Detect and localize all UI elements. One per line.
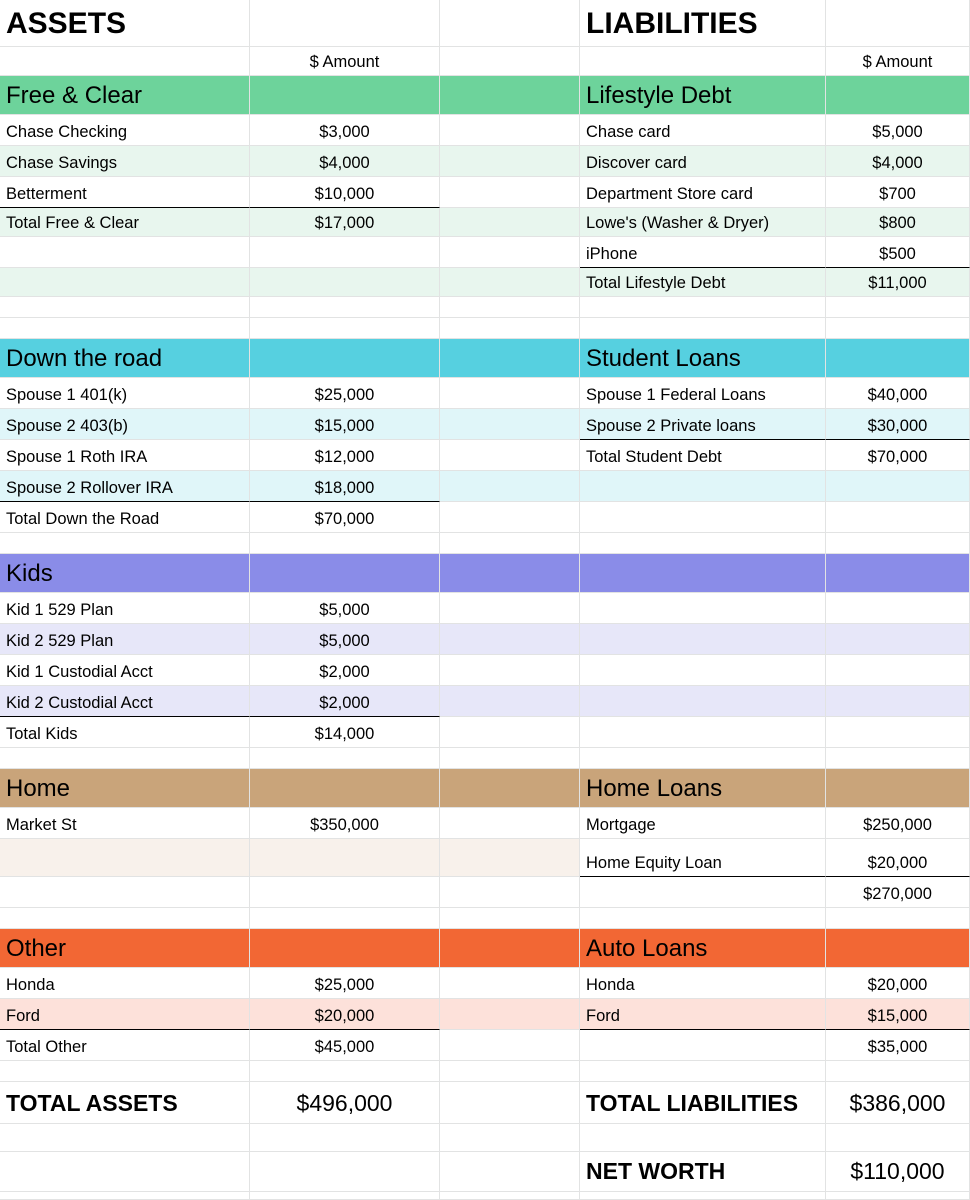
cell-liability-label[interactable] <box>580 624 826 655</box>
cell-asset-amount[interactable]: $15,000 <box>250 409 440 440</box>
cell-spacer[interactable] <box>440 1082 580 1124</box>
cell-asset-label[interactable]: Kids <box>0 554 250 593</box>
sheet-row <box>0 146 970 177</box>
cell-liability-label[interactable] <box>580 748 826 769</box>
cell-liability-label[interactable] <box>580 877 826 908</box>
sheet-row <box>0 554 970 593</box>
cell-liability-label[interactable]: NET WORTH <box>580 1152 826 1192</box>
cell-asset-label[interactable]: Spouse 2 403(b) <box>0 409 250 440</box>
sheet-row <box>0 808 970 839</box>
cell-liability-amount[interactable] <box>826 1192 970 1200</box>
cell-asset-amount[interactable] <box>250 318 440 339</box>
cell-liability-label[interactable] <box>580 1030 826 1061</box>
cell-asset-label[interactable]: Total Free & Clear <box>0 208 250 237</box>
cell-liability-amount[interactable]: $4,000 <box>826 146 970 177</box>
cell-spacer[interactable] <box>440 908 580 929</box>
cell-asset-label[interactable]: TOTAL ASSETS <box>0 1082 250 1124</box>
cell-spacer[interactable] <box>440 1152 580 1192</box>
sheet-row <box>0 339 970 378</box>
cell-asset-label[interactable] <box>0 839 250 877</box>
cell-spacer[interactable] <box>440 999 580 1030</box>
cell-asset-amount[interactable] <box>250 908 440 929</box>
sheet-row <box>0 748 970 769</box>
cell-asset-amount[interactable] <box>250 748 440 769</box>
cell-spacer[interactable] <box>440 318 580 339</box>
cell-liability-amount[interactable] <box>826 624 970 655</box>
cell-asset-amount[interactable] <box>250 769 440 808</box>
cell-asset-amount[interactable]: $5,000 <box>250 593 440 624</box>
cell-liability-label[interactable]: Spouse 2 Private loans <box>580 409 826 440</box>
cell-spacer[interactable] <box>440 268 580 297</box>
cell-liability-amount[interactable]: $110,000 <box>826 1152 970 1192</box>
cell-spacer[interactable] <box>440 968 580 999</box>
cell-liability-amount[interactable]: $30,000 <box>826 409 970 440</box>
sheet-row <box>0 502 970 533</box>
cell-spacer[interactable] <box>440 717 580 748</box>
cell-liability-label[interactable] <box>580 47 826 76</box>
cell-liability-label[interactable] <box>580 502 826 533</box>
cell-asset-amount[interactable]: $10,000 <box>250 177 440 208</box>
sheet-row <box>0 929 970 968</box>
cell-spacer[interactable] <box>440 624 580 655</box>
cell-liability-amount[interactable]: $11,000 <box>826 268 970 297</box>
cell-asset-amount[interactable] <box>250 877 440 908</box>
sheet-row <box>0 297 970 318</box>
cell-asset-label[interactable]: Total Other <box>0 1030 250 1061</box>
cell-asset-amount[interactable]: $12,000 <box>250 440 440 471</box>
cell-asset-label[interactable] <box>0 47 250 76</box>
sheet-row <box>0 686 970 717</box>
cell-asset-amount[interactable] <box>250 929 440 968</box>
cell-spacer[interactable] <box>440 76 580 115</box>
cell-liability-label[interactable] <box>580 655 826 686</box>
sheet-row <box>0 624 970 655</box>
sheet-row <box>0 1082 970 1124</box>
cell-spacer[interactable] <box>440 533 580 554</box>
cell-spacer[interactable] <box>440 237 580 268</box>
cell-asset-label[interactable]: ASSETS <box>0 0 250 47</box>
cell-asset-label[interactable] <box>0 877 250 908</box>
sheet-row <box>0 471 970 502</box>
sheet-row <box>0 1030 970 1061</box>
cell-liability-amount[interactable] <box>826 686 970 717</box>
cell-asset-label[interactable] <box>0 533 250 554</box>
sheet-row <box>0 115 970 146</box>
cell-spacer[interactable] <box>440 115 580 146</box>
cell-liability-label[interactable]: Discover card <box>580 146 826 177</box>
cell-liability-label[interactable] <box>580 471 826 502</box>
cell-liability-label[interactable] <box>580 717 826 748</box>
cell-liability-label[interactable]: Ford <box>580 999 826 1030</box>
cell-asset-label[interactable]: Home <box>0 769 250 808</box>
cell-liability-label[interactable] <box>580 533 826 554</box>
cell-asset-label[interactable] <box>0 1152 250 1192</box>
cell-spacer[interactable] <box>440 177 580 208</box>
cell-asset-amount[interactable] <box>250 268 440 297</box>
cell-asset-label[interactable]: Total Kids <box>0 717 250 748</box>
cell-liability-amount[interactable]: $ Amount <box>826 47 970 76</box>
cell-liability-amount[interactable]: $500 <box>826 237 970 268</box>
cell-asset-amount[interactable]: $496,000 <box>250 1082 440 1124</box>
cell-spacer[interactable] <box>440 655 580 686</box>
cell-spacer[interactable] <box>440 208 580 237</box>
cell-liability-label[interactable]: Chase card <box>580 115 826 146</box>
sheet-row <box>0 177 970 208</box>
cell-liability-amount[interactable] <box>826 554 970 593</box>
cell-liability-label[interactable]: Auto Loans <box>580 929 826 968</box>
cell-liability-amount[interactable]: $20,000 <box>826 968 970 999</box>
sheet-row <box>0 1061 970 1082</box>
cell-liability-amount[interactable]: $15,000 <box>826 999 970 1030</box>
cell-spacer[interactable] <box>440 1061 580 1082</box>
cell-liability-label[interactable] <box>580 1061 826 1082</box>
cell-spacer[interactable] <box>440 1124 580 1152</box>
sheet-row <box>0 1192 970 1200</box>
cell-spacer[interactable] <box>440 339 580 378</box>
sheet-row <box>0 593 970 624</box>
sheet-row <box>0 533 970 554</box>
cell-liability-label[interactable] <box>580 318 826 339</box>
cell-spacer[interactable] <box>440 808 580 839</box>
cell-asset-label[interactable]: Spouse 1 Roth IRA <box>0 440 250 471</box>
cell-asset-amount[interactable]: $25,000 <box>250 968 440 999</box>
sheet-row <box>0 318 970 339</box>
cell-asset-label[interactable] <box>0 1124 250 1152</box>
cell-asset-amount[interactable]: $3,000 <box>250 115 440 146</box>
cell-asset-amount[interactable]: $25,000 <box>250 378 440 409</box>
cell-spacer[interactable] <box>440 769 580 808</box>
cell-liability-amount[interactable] <box>826 76 970 115</box>
cell-liability-amount[interactable] <box>826 0 970 47</box>
cell-asset-label[interactable] <box>0 237 250 268</box>
sheet-row <box>0 769 970 808</box>
cell-liability-label[interactable] <box>580 908 826 929</box>
cell-liability-amount[interactable]: $40,000 <box>826 378 970 409</box>
cell-liability-amount[interactable]: $5,000 <box>826 115 970 146</box>
cell-asset-label[interactable]: Chase Checking <box>0 115 250 146</box>
cell-asset-amount[interactable] <box>250 1152 440 1192</box>
cell-asset-label[interactable] <box>0 1192 250 1200</box>
cell-spacer[interactable] <box>440 297 580 318</box>
cell-asset-label[interactable] <box>0 318 250 339</box>
sheet-row <box>0 839 970 877</box>
cell-asset-amount[interactable] <box>250 0 440 47</box>
cell-asset-label[interactable] <box>0 1061 250 1082</box>
cell-asset-label[interactable]: Chase Savings <box>0 146 250 177</box>
cell-asset-label[interactable]: Total Down the Road <box>0 502 250 533</box>
cell-asset-label[interactable]: Kid 1 529 Plan <box>0 593 250 624</box>
cell-spacer[interactable] <box>440 409 580 440</box>
sheet-row <box>0 999 970 1030</box>
cell-liability-amount[interactable] <box>826 929 970 968</box>
cell-spacer[interactable] <box>440 839 580 877</box>
cell-asset-label[interactable]: Market St <box>0 808 250 839</box>
sheet-row <box>0 1124 970 1152</box>
cell-asset-amount[interactable] <box>250 1124 440 1152</box>
cell-spacer[interactable] <box>440 0 580 47</box>
cell-liability-label[interactable] <box>580 1124 826 1152</box>
cell-asset-label[interactable]: Ford <box>0 999 250 1030</box>
cell-asset-amount[interactable]: $18,000 <box>250 471 440 502</box>
sheet-row <box>0 378 970 409</box>
cell-asset-label[interactable]: Spouse 1 401(k) <box>0 378 250 409</box>
cell-liability-label[interactable] <box>580 686 826 717</box>
cell-liability-label[interactable]: iPhone <box>580 237 826 268</box>
cell-spacer[interactable] <box>440 1030 580 1061</box>
cell-liability-amount[interactable]: $270,000 <box>826 877 970 908</box>
cell-asset-amount[interactable] <box>250 76 440 115</box>
cell-spacer[interactable] <box>440 440 580 471</box>
cell-asset-amount[interactable]: $2,000 <box>250 686 440 717</box>
cell-spacer[interactable] <box>440 593 580 624</box>
cell-asset-amount[interactable] <box>250 839 440 877</box>
cell-asset-label[interactable] <box>0 268 250 297</box>
cell-liability-amount[interactable] <box>826 297 970 318</box>
cell-asset-label[interactable]: Other <box>0 929 250 968</box>
cell-liability-amount[interactable] <box>826 318 970 339</box>
sheet-row <box>0 47 970 76</box>
cell-spacer[interactable] <box>440 471 580 502</box>
cell-liability-amount[interactable] <box>826 769 970 808</box>
sheet-row <box>0 268 970 297</box>
cell-asset-label[interactable]: Down the road <box>0 339 250 378</box>
cell-liability-label[interactable]: Total Lifestyle Debt <box>580 268 826 297</box>
cell-asset-amount[interactable] <box>250 1192 440 1200</box>
cell-asset-amount[interactable]: $17,000 <box>250 208 440 237</box>
cell-asset-amount[interactable] <box>250 339 440 378</box>
cell-liability-amount[interactable] <box>826 471 970 502</box>
sheet-row <box>0 440 970 471</box>
cell-asset-amount[interactable] <box>250 533 440 554</box>
cell-liability-amount[interactable]: $70,000 <box>826 440 970 471</box>
cell-asset-label[interactable]: Honda <box>0 968 250 999</box>
cell-liability-amount[interactable]: $700 <box>826 177 970 208</box>
sheet-row <box>0 76 970 115</box>
cell-asset-amount[interactable]: $350,000 <box>250 808 440 839</box>
cell-liability-amount[interactable] <box>826 533 970 554</box>
cell-asset-amount[interactable]: $20,000 <box>250 999 440 1030</box>
cell-liability-label[interactable] <box>580 1192 826 1200</box>
cell-liability-amount[interactable] <box>826 1061 970 1082</box>
cell-liability-label[interactable]: LIABILITIES <box>580 0 826 47</box>
sheet-row <box>0 237 970 268</box>
cell-liability-label[interactable]: Student Loans <box>580 339 826 378</box>
cell-liability-amount[interactable] <box>826 593 970 624</box>
cell-liability-amount[interactable] <box>826 502 970 533</box>
cell-spacer[interactable] <box>440 146 580 177</box>
sheet-row <box>0 908 970 929</box>
cell-asset-amount[interactable]: $4,000 <box>250 146 440 177</box>
sheet-row <box>0 409 970 440</box>
cell-asset-label[interactable]: Kid 2 529 Plan <box>0 624 250 655</box>
cell-liability-label[interactable]: Lowe's (Washer & Dryer) <box>580 208 826 237</box>
cell-liability-amount[interactable]: $386,000 <box>826 1082 970 1124</box>
cell-liability-amount[interactable] <box>826 908 970 929</box>
sheet-row <box>0 717 970 748</box>
cell-liability-amount[interactable] <box>826 717 970 748</box>
cell-spacer[interactable] <box>440 748 580 769</box>
cell-asset-amount[interactable]: $70,000 <box>250 502 440 533</box>
cell-liability-label[interactable] <box>580 593 826 624</box>
cell-spacer[interactable] <box>440 929 580 968</box>
cell-asset-amount[interactable]: $ Amount <box>250 47 440 76</box>
cell-asset-label[interactable]: Free & Clear <box>0 76 250 115</box>
cell-liability-label[interactable]: Honda <box>580 968 826 999</box>
sheet-row <box>0 655 970 686</box>
cell-spacer[interactable] <box>440 1192 580 1200</box>
cell-asset-label[interactable] <box>0 908 250 929</box>
cell-liability-label[interactable]: Home Equity Loan <box>580 839 826 877</box>
cell-asset-label[interactable]: Kid 2 Custodial Acct <box>0 686 250 717</box>
cell-liability-amount[interactable]: $20,000 <box>826 839 970 877</box>
cell-asset-label[interactable]: Kid 1 Custodial Acct <box>0 655 250 686</box>
sheet-row <box>0 968 970 999</box>
cell-asset-amount[interactable] <box>250 554 440 593</box>
cell-liability-label[interactable]: Department Store card <box>580 177 826 208</box>
cell-asset-amount[interactable]: $14,000 <box>250 717 440 748</box>
cell-liability-amount[interactable]: $250,000 <box>826 808 970 839</box>
cell-liability-amount[interactable] <box>826 655 970 686</box>
cell-spacer[interactable] <box>440 686 580 717</box>
cell-asset-amount[interactable] <box>250 297 440 318</box>
cell-liability-amount[interactable] <box>826 339 970 378</box>
cell-asset-label[interactable]: Betterment <box>0 177 250 208</box>
sheet-row <box>0 208 970 237</box>
cell-spacer[interactable] <box>440 47 580 76</box>
cell-asset-amount[interactable]: $5,000 <box>250 624 440 655</box>
cell-spacer[interactable] <box>440 378 580 409</box>
cell-liability-amount[interactable]: $800 <box>826 208 970 237</box>
cell-asset-label[interactable]: Spouse 2 Rollover IRA <box>0 471 250 502</box>
cell-liability-label[interactable]: Home Loans <box>580 769 826 808</box>
cell-asset-label[interactable] <box>0 748 250 769</box>
cell-asset-label[interactable] <box>0 297 250 318</box>
cell-liability-amount[interactable]: $35,000 <box>826 1030 970 1061</box>
cell-spacer[interactable] <box>440 502 580 533</box>
cell-liability-label[interactable]: TOTAL LIABILITIES <box>580 1082 826 1124</box>
cell-liability-label[interactable]: Mortgage <box>580 808 826 839</box>
cell-asset-amount[interactable]: $45,000 <box>250 1030 440 1061</box>
cell-liability-label[interactable] <box>580 554 826 593</box>
cell-liability-label[interactable]: Spouse 1 Federal Loans <box>580 378 826 409</box>
sheet-row <box>0 1152 970 1192</box>
cell-liability-amount[interactable] <box>826 1124 970 1152</box>
sheet-row <box>0 0 970 47</box>
cell-spacer[interactable] <box>440 554 580 593</box>
cell-liability-label[interactable]: Total Student Debt <box>580 440 826 471</box>
cell-asset-amount[interactable] <box>250 1061 440 1082</box>
cell-liability-label[interactable]: Lifestyle Debt <box>580 76 826 115</box>
cell-asset-amount[interactable] <box>250 237 440 268</box>
cell-liability-amount[interactable] <box>826 748 970 769</box>
sheet-row <box>0 877 970 908</box>
cell-asset-amount[interactable]: $2,000 <box>250 655 440 686</box>
cell-spacer[interactable] <box>440 877 580 908</box>
cell-liability-label[interactable] <box>580 297 826 318</box>
